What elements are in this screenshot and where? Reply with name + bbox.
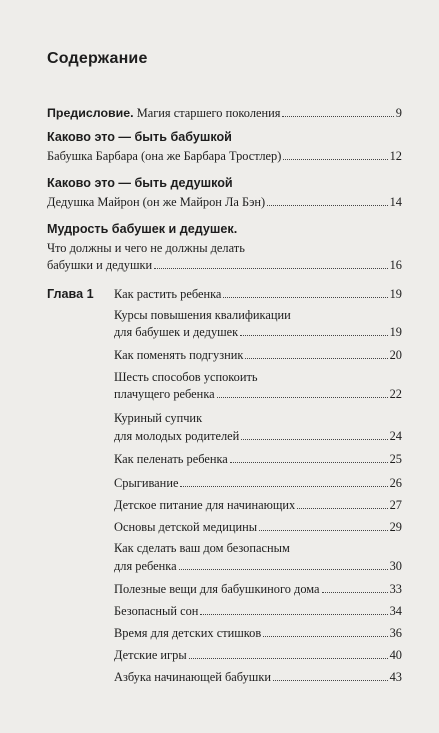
page-number: 43 xyxy=(389,670,402,684)
entry-text: Срыгивание xyxy=(114,476,179,490)
page-number: 16 xyxy=(389,258,402,272)
toc-entry xyxy=(114,648,402,663)
toc-entry xyxy=(114,498,402,513)
toc-entry xyxy=(114,452,402,467)
toc-entry-preface xyxy=(47,106,402,121)
toc-entry xyxy=(114,670,402,685)
dot-leader xyxy=(297,508,387,509)
chapter-label: Глава 1 xyxy=(47,287,94,301)
page-number: 25 xyxy=(389,452,402,466)
entry-text: бабушки и дедушки xyxy=(47,258,153,272)
dot-leader xyxy=(282,116,393,117)
entry-text: Безопасный сон xyxy=(114,604,199,618)
dot-leader xyxy=(200,614,387,615)
toc-entry xyxy=(114,559,402,574)
entry-text: Время для детских стишков xyxy=(114,626,262,640)
toc-entry xyxy=(114,604,402,619)
page-number: 9 xyxy=(395,106,402,120)
page-number: 34 xyxy=(389,604,402,618)
page-number: 40 xyxy=(389,648,402,662)
toc-entry xyxy=(114,476,402,491)
page-number: 33 xyxy=(389,582,402,596)
dot-leader xyxy=(240,335,387,336)
entry-text: для бабушек и дедушек xyxy=(114,325,239,339)
entry-text: Азбука начинающей бабушки xyxy=(114,670,271,684)
toc-entry xyxy=(114,582,402,597)
entry-text: Что должны и чего не должны делать xyxy=(47,241,245,255)
dot-leader xyxy=(267,205,387,206)
entry-text: Полезные вещи для бабушкиного дома xyxy=(114,582,320,596)
dot-leader xyxy=(230,462,388,463)
entry-text: Как поменять подгузник xyxy=(114,348,244,362)
entry-text: Детские игры xyxy=(114,648,187,662)
page-number: 12 xyxy=(389,149,402,163)
dot-leader xyxy=(259,530,388,531)
entry-text: для ребенка xyxy=(114,559,177,573)
dot-leader xyxy=(189,658,388,659)
dot-leader xyxy=(263,636,387,637)
section-title-wisdom: Мудрость бабушек и дедушек. xyxy=(47,222,238,236)
section-title-grandpa: Каково это — быть дедушкой xyxy=(47,176,233,190)
toc-entry xyxy=(114,287,402,302)
toc-entry-wisdom xyxy=(47,258,402,273)
entry-text: Детское питание для начинающих xyxy=(114,498,296,512)
page-number: 29 xyxy=(389,520,402,534)
entry-text: для молодых родителей xyxy=(114,429,240,443)
dot-leader xyxy=(273,680,388,681)
dot-leader xyxy=(241,439,387,440)
page-number: 27 xyxy=(389,498,402,512)
preface-subtitle: Магия старшего поколения xyxy=(133,106,281,120)
entry-text: Шесть способов успокоить xyxy=(114,370,258,384)
dot-leader xyxy=(283,159,387,160)
toc-entry xyxy=(114,429,402,444)
dot-leader xyxy=(154,268,387,269)
section-title-grandma: Каково это — быть бабушкой xyxy=(47,130,232,144)
entry-text: Как сделать ваш дом безопасным xyxy=(114,541,290,555)
entry-text: Курсы повышения квалификации xyxy=(114,308,291,322)
entry-text: Основы детской медицины xyxy=(114,520,258,534)
dot-leader xyxy=(245,358,387,359)
page-number: 22 xyxy=(389,387,402,401)
page-number: 36 xyxy=(389,626,402,640)
page-number: 14 xyxy=(389,195,402,209)
entry-text: Как пеленать ребенка xyxy=(114,452,228,466)
toc-entry xyxy=(114,626,402,641)
entry-text: плачущего ребенка xyxy=(114,387,215,401)
toc-entry xyxy=(114,520,402,535)
page-number: 24 xyxy=(389,429,402,443)
toc-entry-grandma xyxy=(47,149,402,164)
page-title: Содержание xyxy=(47,50,148,67)
page-number: 26 xyxy=(389,476,402,490)
dot-leader xyxy=(322,592,388,593)
preface-title: Предисловие. xyxy=(47,106,134,120)
toc-entry xyxy=(114,387,402,402)
page-number: 20 xyxy=(389,348,402,362)
page-number: 19 xyxy=(389,325,402,339)
dot-leader xyxy=(223,297,387,298)
page-number: 19 xyxy=(389,287,402,301)
toc-entry xyxy=(114,325,402,340)
entry-text: Бабушка Барбара (она же Барбара Тростлер) xyxy=(47,149,282,163)
entry-text: Дедушка Майрон (он же Майрон Ла Бэн) xyxy=(47,195,266,209)
dot-leader xyxy=(180,486,387,487)
toc-entry xyxy=(114,348,402,363)
dot-leader xyxy=(217,397,388,398)
dot-leader xyxy=(179,569,388,570)
entry-text: Куриный супчик xyxy=(114,411,203,425)
toc-entry-grandpa xyxy=(47,195,402,210)
page-number: 30 xyxy=(389,559,402,573)
entry-text: Как растить ребенка xyxy=(114,287,222,301)
